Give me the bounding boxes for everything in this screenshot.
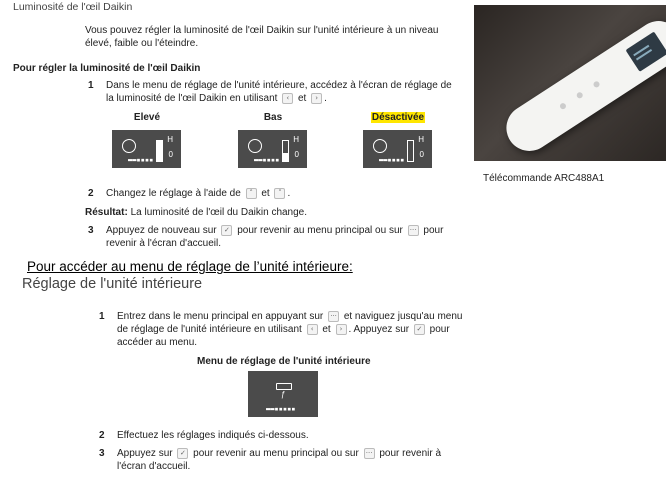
intro-text: Vous pouvez régler la luminosité de l'œil Daikin sur l'unité intérieure à un niveau élevé, faible ou l'éteindre. (85, 25, 439, 49)
left-arrow-icon: ‹ (307, 324, 318, 335)
s2-step3-line2: l'écran d'accueil. (117, 461, 191, 472)
remote-button (576, 91, 584, 99)
page-dots: ▬▬▪▪▪▪▪ (266, 405, 296, 413)
screen-low (238, 130, 307, 168)
up-arrow-icon: ˄ (246, 188, 257, 199)
access-heading: Pour accéder au menu de réglage de l’unité intérieure: (27, 259, 353, 274)
step2-text: Changez le réglage à l'aide de (106, 188, 241, 199)
step3-line1: Appuyez de nouveau sur ✓ pour revenir au menu principal ou sur ··· pour (106, 225, 444, 236)
remote-button (592, 80, 600, 88)
step-number: 1 (88, 80, 94, 91)
high-label: H (167, 135, 173, 144)
zero-label: 0 (294, 150, 299, 159)
down-arrow-icon: ˅ (274, 188, 285, 199)
ok-icon: ✓ (414, 324, 425, 335)
section2-title: Réglage de l'unité intérieure (22, 276, 203, 292)
menu-icon: ··· (408, 225, 419, 236)
level-bar (156, 140, 163, 162)
high-label: H (293, 135, 299, 144)
remote-control-image (498, 12, 666, 160)
remote-photo (474, 5, 666, 161)
screen-high (112, 130, 181, 168)
left-arrow-icon: ‹ (282, 93, 293, 104)
level-fill (283, 153, 288, 161)
bulb-icon (248, 139, 262, 153)
screen-off (363, 130, 432, 168)
step1-line2 (106, 92, 466, 105)
menu-icon: ··· (328, 311, 339, 322)
airflow-icon: ƒ (281, 390, 286, 399)
result-line (85, 206, 307, 219)
page-dots: ▬▬▪▪▪▪ (379, 156, 405, 164)
step1-text: la luminosité de l'œil Daikin en utilisant (106, 93, 278, 104)
step-number: 2 (88, 188, 94, 199)
remote-screen (625, 32, 666, 72)
zero-label: 0 (419, 150, 424, 159)
result-label: Résultat: (85, 207, 128, 218)
s2-step2-text: Effectuez les réglages indiqués ci-dessous. (117, 430, 309, 441)
screen-label-off: Désactivée (371, 112, 425, 123)
page-dots: ▬▬▪▪▪▪ (128, 156, 154, 164)
and-text: et (261, 188, 270, 199)
indoor-menu-screen (248, 371, 318, 417)
screen-label-high: Elevé (133, 112, 161, 123)
level-bar (282, 140, 289, 162)
right-arrow-icon: › (311, 93, 322, 104)
period-text: . (324, 93, 327, 104)
photo-caption: Télécommande ARC488A1 (483, 173, 605, 184)
page-dots: ▬▬▪▪▪▪ (254, 156, 280, 164)
s2-step1-line3: accéder au menu. (117, 337, 198, 348)
step3-line2: revenir à l'écran d'accueil. (106, 238, 221, 249)
s2-step3-line1: Appuyez sur ✓ pour revenir au menu principal ou sur ··· pour revenir à (117, 448, 442, 459)
menu-label: Menu de réglage de l'unité intérieure (197, 356, 371, 367)
remote-button (559, 102, 567, 110)
s2-step1-line2: de réglage de l'unité intérieure en utilisant ‹ et › . Appuyez sur ✓ pour (117, 324, 450, 335)
result-text: La luminosité de l'œil du Daikin change. (130, 207, 308, 218)
high-label: H (418, 135, 424, 144)
bulb-icon (122, 139, 136, 153)
s2-step1-line1: Entrez dans le menu principal en appuyant sur ··· et naviguez jusqu'au menu (117, 311, 463, 322)
section-heading: Pour régler la luminosité de l'œil Daikin (13, 63, 201, 74)
screen-label-low: Bas (263, 112, 283, 123)
step1-line1: Dans le menu de réglage de l'unité intérieure, accédez à l'écran de réglage de (106, 80, 452, 91)
indoor-unit-icon (276, 383, 292, 390)
bulb-icon (373, 139, 387, 153)
menu-icon: ··· (364, 448, 375, 459)
level-bar (407, 140, 414, 162)
step2-line (106, 187, 290, 200)
step-number: 3 (99, 448, 105, 459)
level-fill (157, 141, 162, 161)
step-number: 3 (88, 225, 94, 236)
ok-icon: ✓ (221, 225, 232, 236)
period-text: . (287, 188, 291, 199)
page-title: Luminosité de l'œil Daikin (13, 1, 133, 13)
zero-label: 0 (168, 150, 173, 159)
step-number: 2 (99, 430, 105, 441)
and-text: et (298, 93, 307, 104)
ok-icon: ✓ (177, 448, 188, 459)
step-number: 1 (99, 311, 105, 322)
right-arrow-icon: › (336, 324, 347, 335)
